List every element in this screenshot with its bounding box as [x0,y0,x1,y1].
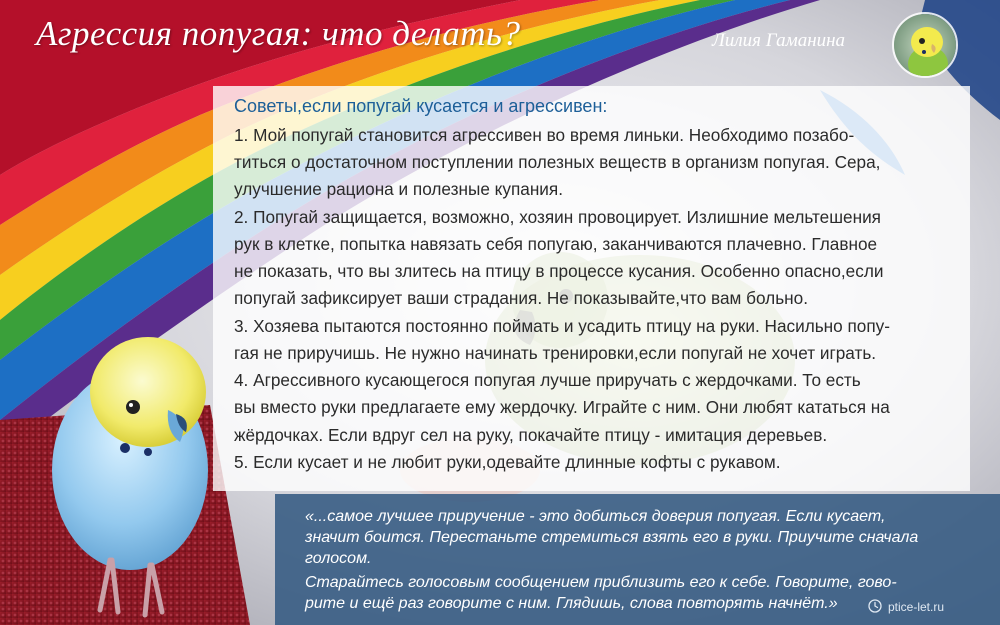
tip-line: титься о достаточном поступлении полезных веществ в организм попугая. Сера, [234,152,881,172]
tip-line: 1. Мой попугай становится агрессивен во время линьки. Необходимо позабо- [234,125,855,145]
avatar-budgie-image [894,14,956,76]
site-watermark[interactable]: ptice-let.ru [888,600,945,614]
tip-line: гая не приручишь. Не нужно начинать тренировки,если попугай не хочет играть. [234,343,877,363]
tip-line: рук в клетке, попытка навязать себя попугаю, заканчиваются плачевно. Главное [234,234,878,254]
quote-line: Старайтесь голосовым сообщением приблизить его к себе. Говорите, гово- [305,574,897,591]
tip-line: 5. Если кусает и не любит руки,одевайте длинные кофты с рукавом. [234,452,781,472]
page-title: Агрессия попугая: что делать? [36,14,521,53]
author-name: Лилия Гаманина [712,30,846,51]
quote-line: значит боится. Перестаньте стремиться взять его в руки. Приучите сначала [305,529,919,546]
tips-heading: Советы,если попугай кусается и агрессивен: [234,96,608,116]
tip-line: 2. Попугай защищается, возможно, хозяин провоцирует. Излишние мельтешения [234,207,881,227]
quote-line: голосом. [305,550,372,567]
tip-line: 4. Агрессивного кусающегося попугая лучше приручать с жердочками. То есть [234,370,861,390]
author-avatar [892,12,958,78]
quote-line: «...самое лучшее приручение - это добиться доверия попугая. Если кусает, [305,508,886,525]
tip-line: улучшение рациона и полезные купания. [234,179,563,199]
tip-line: вы вместо руки предлагаете ему жердочку. Играйте с ним. Они любят кататься на [234,397,890,417]
clock-icon [868,599,882,613]
tip-line: не показать, что вы злитесь на птицу в процессе кусания. Особенно опасно,если [234,261,884,281]
tip-line: жёрдочках. Если вдруг сел на руку, покачайте птицу - имитация деревьев. [234,425,828,445]
tip-line: попугай зафиксирует ваши страдания. Не показывайте,что вам больно. [234,288,808,308]
tip-line: 3. Хозяева пытаются постоянно поймать и усадить птицу на руки. Насильно попу- [234,316,890,336]
quote-line: рите и ещё раз говорите с ним. Глядишь, слова повторять начнёт.» [305,595,838,612]
